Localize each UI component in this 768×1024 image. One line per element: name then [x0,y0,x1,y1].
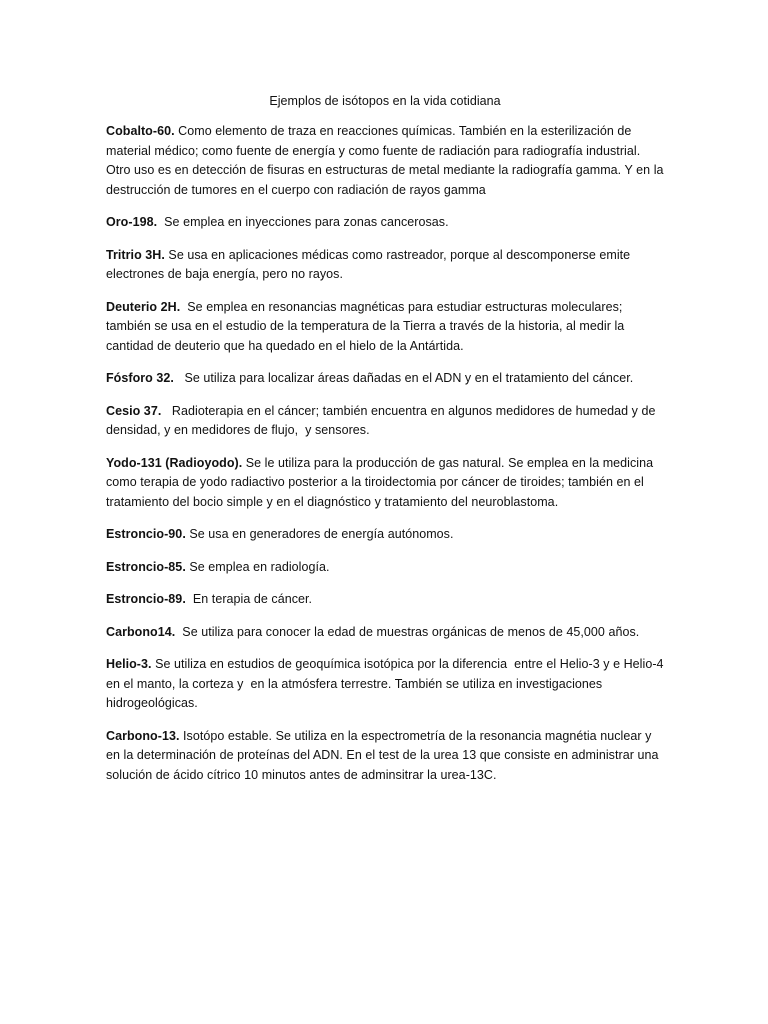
entry-yodo-131 [106,454,664,513]
entry-cesio-37 [106,402,664,441]
entry-fosforo-32 [106,369,664,389]
entry-carbono-13 [106,727,664,786]
entry-name: Tritrio 3H. [106,247,165,262]
entry-text: Se emplea en inyecciones para zonas cancerosas. [157,215,449,229]
entry-estroncio-89 [106,590,664,610]
entry-text: Se usa en generadores de energía autónomos. [185,527,454,541]
entry-name: Estroncio-85. [106,559,186,574]
entry-name: Fósforo 32. [106,371,174,385]
entry-text: Se emplea en resonancias magnéticas para estudiar estructuras moleculares; también se usa en el estudio de la temperatura de la Tierra a través de la historia, al medir la cantidad de deuterio que ha quedado en el hielo de la Antártida. [106,299,628,353]
entry-text: Se utiliza para localizar áreas dañadas en el ADN y en el tratamiento del cáncer. [173,371,634,385]
entry-name: Helio-3. [106,657,152,671]
entry-name: Yodo-131 (Radioyodo). [106,455,243,470]
entry-name: Cesio 37. [106,403,162,418]
entry-text: Como elemento de traza en reacciones químicas. También en la esterilización de material médico; como fuente de energía y como fuente de radiación para radiografía industrial. Otro uso es en detección de fisuras en estructuras de metal mediante la radiografía gamma. Y en la destrucción de tumores en el cuerpo con radiación de rayos gamma [106,124,668,197]
entry-text: Se emplea en radiología. [185,559,330,574]
entry-text: Se utiliza en estudios de geoquímica isotópica por la diferencia entre el Helio-3 y e Helio-4 en el manto, la corteza y en la atmósfera terrestre. También se utiliza en investigaciones hidrogeológicas. [106,657,668,710]
entry-text: Isotópo estable. Se utiliza en la espectrometría de la resonancia magnétia nuclear y en la determinación de proteínas del ADN. En el test de la urea 13 que consiste en administrar una solución de ácido cítrico 10 minutos antes de adminsitrar la urea-13C. [106,728,662,782]
entry-estroncio-85 [106,558,664,578]
entry-text: Radioterapia en el cáncer; también encuentra en algunos medidores de humedad y de densidad, y en medidores de flujo, y sensores. [106,403,659,437]
entry-estroncio-90 [106,525,664,545]
entry-name: Carbono-13. [106,728,180,743]
document-page [106,92,668,798]
entry-helio-3 [106,655,668,714]
entry-name: Oro-198. [106,215,158,229]
entry-carbono14 [106,623,664,643]
entry-text: Se usa en aplicaciones médicas como rastreador, porque al descomponerse emite electrones de baja energía, pero no rayos. [106,247,634,281]
entry-name: Cobalto-60. [106,124,175,138]
entry-name: Estroncio-89. [106,592,186,606]
entry-deuterio-2h [106,298,664,357]
entry-oro-198 [106,213,664,233]
entry-text: Se utiliza para conocer la edad de muestras orgánicas de menos de 45,000 años. [175,624,640,639]
entry-cobalto-60 [106,122,668,200]
entry-tritrio-3h [106,246,664,285]
entry-text: Se le utiliza para la producción de gas natural. Se emplea en la medicina como terapia de yodo radiactivo posterior a la tiroidectomia por cáncer de tiroides; también en el tratamiento del bocio simple y en el diagnóstico y tratamiento del neuroblastoma. [106,455,657,509]
entry-name: Deuterio 2H. [106,299,181,314]
entry-name: Estroncio-90. [106,527,186,541]
document-title: Ejemplos de isótopos en la vida cotidiana [269,94,501,108]
entry-text: En terapia de cáncer. [185,592,313,606]
entry-name: Carbono14. [106,624,176,639]
